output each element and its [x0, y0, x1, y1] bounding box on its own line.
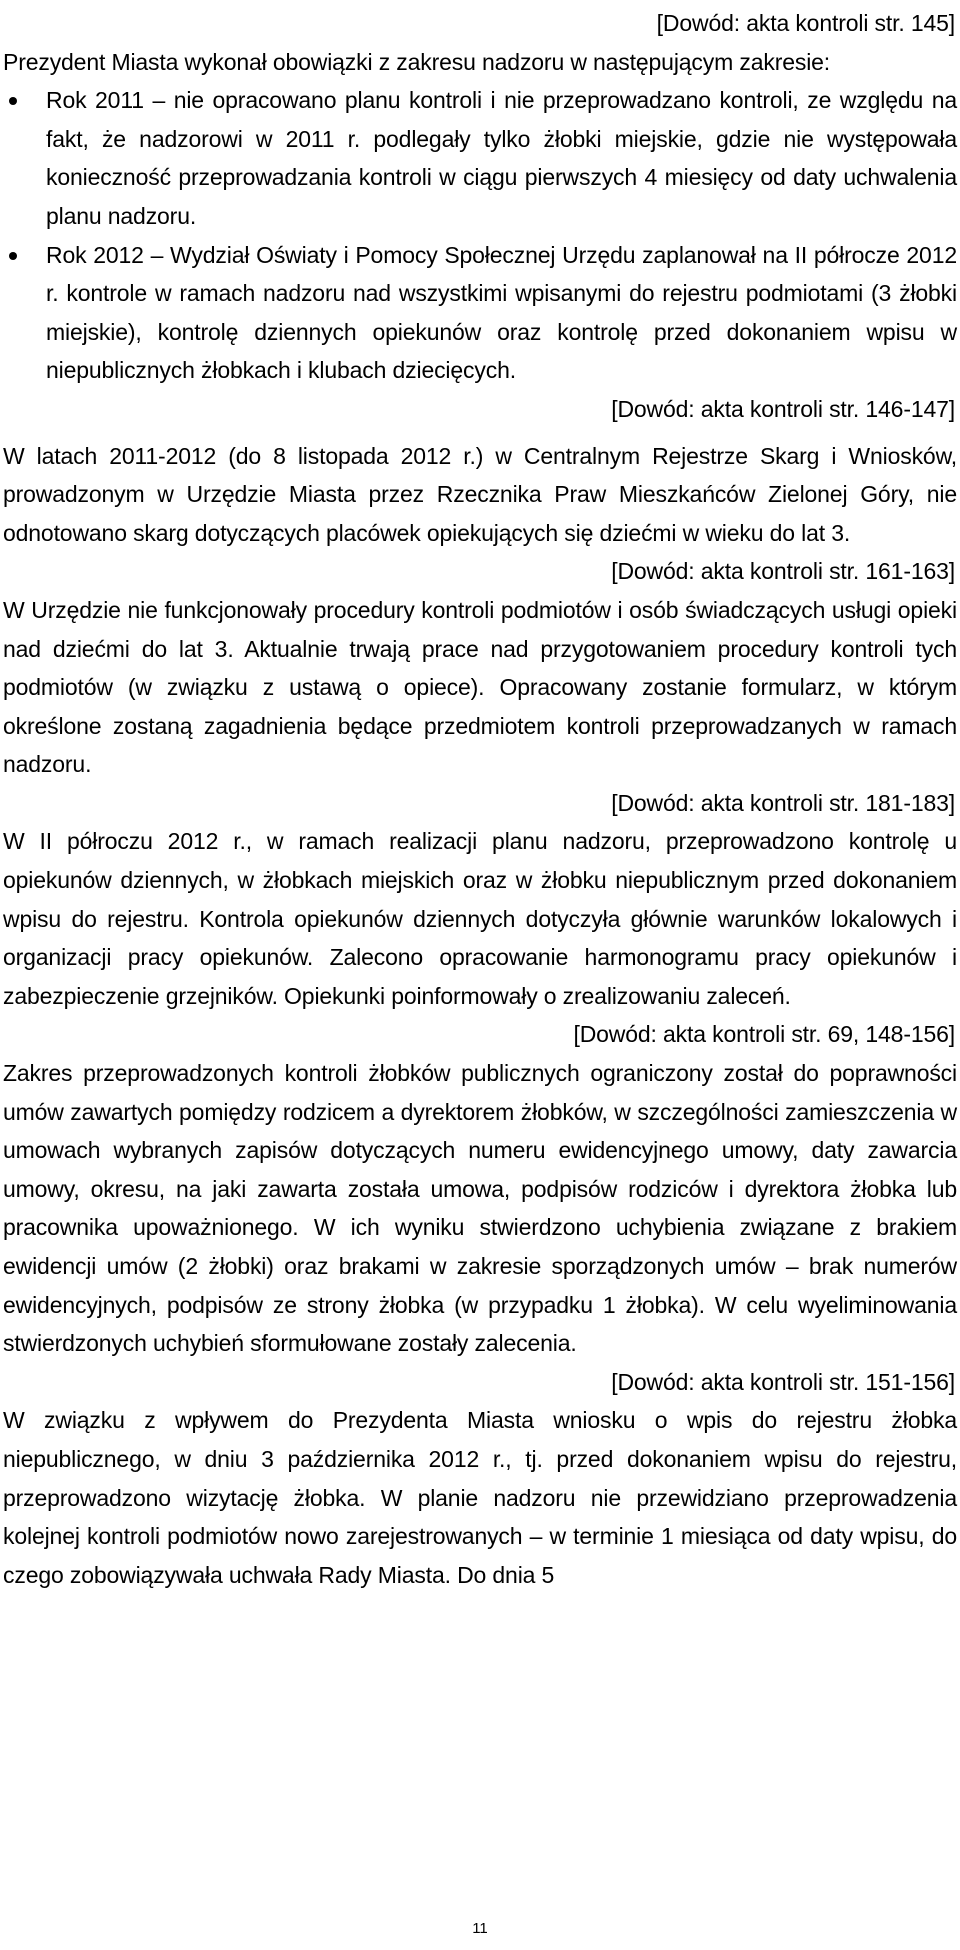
- evidence-reference: [Dowód: akta kontroli str. 151-156]: [611, 1368, 955, 1395]
- intro-paragraph: Prezydent Miasta wykonał obowiązki z zakresu nadzoru w następującym zakresie:: [3, 48, 831, 75]
- list-item: [3, 236, 957, 390]
- page-number: 11: [472, 1920, 488, 1937]
- body-paragraph: W latach 2011-2012 (do 8 listopada 2012 r.) w Centralnym Rejestrze Skarg i Wniosków, prowadzonym w Urzędzie Miasta przez Rzecznika Praw Mieszkańców Zielonej Góry, nie odnotowano skarg dotyczących placówek opiekujących się dziećmi w wieku do lat 3.: [3, 442, 957, 546]
- evidence-reference: [Dowód: akta kontroli str. 161-163]: [611, 558, 955, 585]
- list-item: [3, 81, 957, 235]
- evidence-reference: [Dowód: akta kontroli str. 69, 148-156]: [573, 1021, 955, 1048]
- body-paragraph: W II półroczu 2012 r., w ramach realizacji planu nadzoru, przeprowadzono kontrolę u opiekunów dziennych, w żłobkach miejskich oraz w żłobku niepublicznym przed dokonaniem wpisu do rejestru. Kontrola opiekunów dziennych dotyczyła głównie warunków lokalowych i organizacji pracy opiekunów. Zalecono opracowanie harmonogramu pracy opiekunów i zabezpieczenie grzejników. Opiekunki poinformowały o zrealizowaniu zaleceń.: [3, 828, 957, 1009]
- list-item-text: Rok 2011 – nie opracowano planu kontroli i nie przeprowadzano kontroli, ze względu na fakt, że nadzorowi w 2011 r. podlegały tylko żłobki miejskie, gdzie nie występowała konieczność przeprowadzania kontroli w ciągu pierwszych 4 miesięcy od daty uchwalenia planu nadzoru.: [46, 87, 957, 229]
- body-paragraph: W Urzędzie nie funkcjonowały procedury kontroli podmiotów i osób świadczących usługi opieki nad dziećmi do lat 3. Aktualnie trwają prace nad przygotowaniem procedury kontroli tych podmiotów (w związku z ustawą o opiece). Opracowany zostanie formularz, w którym określone zostaną zagadnienia będące przedmiotem kontroli przeprowadzanych w ramach nadzoru.: [3, 596, 957, 778]
- evidence-reference: [Dowód: akta kontroli str. 181-183]: [611, 789, 955, 816]
- bullet-icon: [9, 97, 17, 105]
- evidence-reference: [Dowód: akta kontroli str. 146-147]: [611, 395, 955, 422]
- body-paragraph: Zakres przeprowadzonych kontroli żłobków publicznych ograniczony został do poprawności umów zawartych pomiędzy rodzicem a dyrektorem żłobków, w szczególności zamieszczenia w umowach wybranych zapisów dotyczących numeru ewidencyjnego umowy, daty zawarcia umowy, okresu, na jaki zawarta została umowa, podpisów rodziców i dyrektora żłobka lub pracownika upoważnionego. W ich wyniku stwierdzono uchybienia związane z brakiem ewidencji umów (2 żłobki) oraz brakami w zakresie sporządzonych umów – brak numerów ewidencyjnych, podpisów ze strony żłobka (w przypadku 1 żłobka). W celu wyeliminowania stwierdzonych uchybień sformułowane zostały zalecenia.: [3, 1060, 957, 1357]
- supervision-list: [3, 81, 957, 390]
- list-item-text: Rok 2012 – Wydział Oświaty i Pomocy Społecznej Urzędu zaplanował na II półrocze 2012 r. kontrole w ramach nadzoru nad wszystkimi wpisanymi do rejestru podmiotami (3 żłobki miejskie), kontrolę dziennych opiekunów oraz kontrolę przed dokonaniem wpisu w niepublicznych żłobkach i klubach dziecięcych.: [46, 241, 957, 384]
- bullet-icon: [9, 252, 17, 260]
- body-paragraph: W związku z wpływem do Prezydenta Miasta wniosku o wpis do rejestru żłobka niepublicznego, w dniu 3 października 2012 r., tj. przed dokonaniem wpisu do rejestru, przeprowadzono wizytację żłobka. W planie nadzoru nie przewidziano przeprowadzenia kolejnej kontroli podmiotów nowo zarejestrowanych – w terminie 1 miesiąca od daty wpisu, do czego zobowiązywała uchwała Rady Miasta. Do dnia 5: [3, 1407, 957, 1588]
- evidence-reference: [Dowód: akta kontroli str. 145]: [656, 10, 955, 36]
- document-body: [3, 4, 957, 1594]
